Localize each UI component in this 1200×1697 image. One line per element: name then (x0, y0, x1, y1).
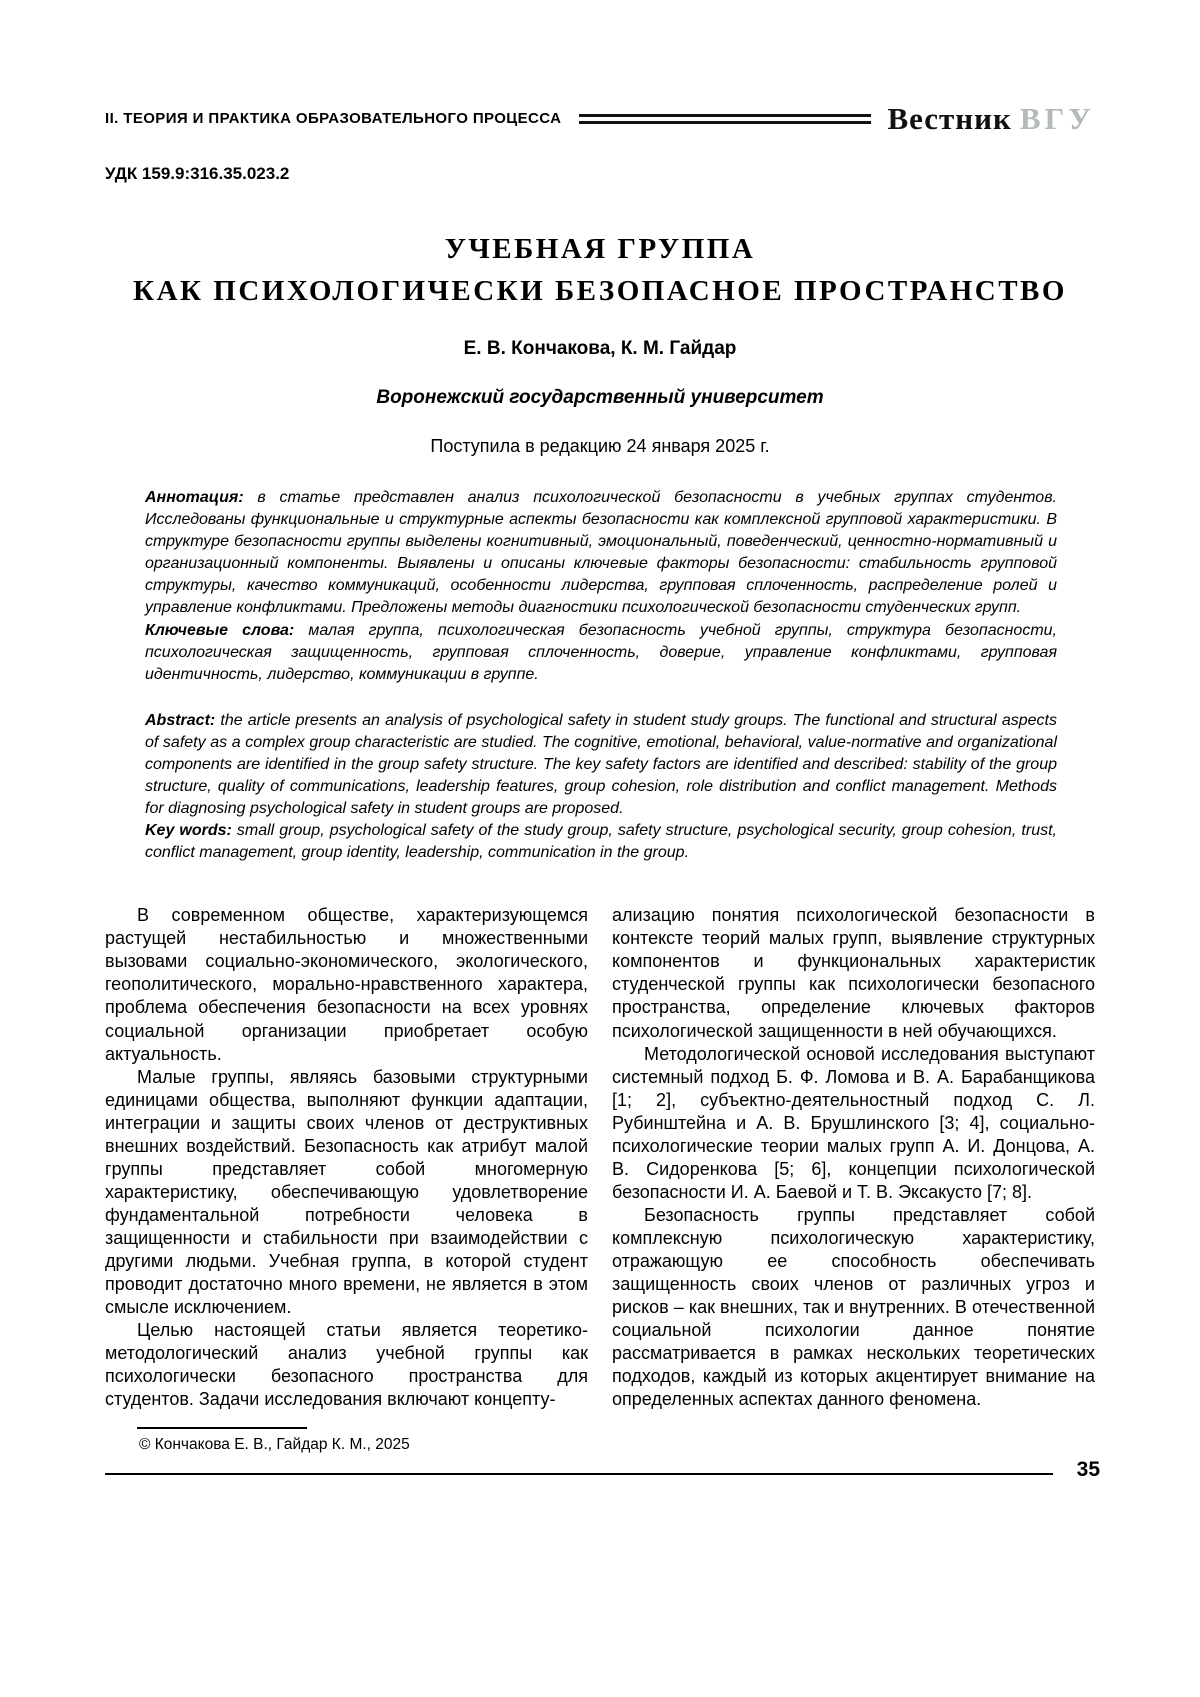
journal-logo-name: Вестник (887, 101, 1012, 136)
body-paragraph: Безопасность группы представляет собой комплексную психологическую характеристику, отражающую ее способность обеспечивать защищенность своих членов от различных угроз и рисков – как внешних, так и внутренних. В отечественной социальной психологии данное понятие рассматривается в рамках нескольких теоретических подходов, каждый из которых акцентирует внимание на определенных аспектах данного феномена. (612, 1204, 1095, 1409)
key-words-text: small group, psychological safety of the study group, safety structure, psychological security, group cohesion, trust, conflict management, group identity, leadership, communication in the group. (145, 822, 1057, 862)
page-footer (105, 1458, 1100, 1482)
body-paragraph: Целью настоящей статьи является теоретико-методологический анализ учебной группы как психологически безопасного пространства для студентов. Задачи исследования включают концепту- (105, 1319, 588, 1409)
authors: Е. В. Кончакова, К. М. Гайдар (463, 338, 737, 360)
annotation-paragraph (145, 487, 1057, 619)
header-divider-rule (579, 114, 871, 124)
article-title-line1: УЧЕБНАЯ ГРУППА (444, 233, 756, 265)
footnote-copyright: © Кончакова Е. В., Гайдар К. М., 2025 (139, 1436, 410, 1454)
key-words-paragraph (145, 820, 1057, 864)
body-paragraph: ализацию понятия психологической безопасности в контексте теорий малых групп, выявление структурных компонентов и функциональных характеристик студенческой группы как психологически безопасного пространства, определение ключевых факторов психологической защищенности в ней обучающихся. (612, 905, 1095, 1041)
section-title: II. ТЕОРИЯ И ПРАКТИКА ОБРАЗОВАТЕЛЬНОГО ПРОЦЕССА (105, 110, 562, 127)
journal-logo-abbr: ВГУ (1019, 101, 1095, 136)
page-number: 35 (1076, 1458, 1100, 1481)
journal-logo (887, 103, 1095, 134)
left-column (105, 904, 588, 1455)
right-column (612, 904, 1095, 1455)
footer-rule (105, 1473, 1053, 1475)
keywords-label: Ключевые слова: (145, 621, 295, 639)
article-title (105, 228, 1095, 312)
annotation-text: в статье представлен анализ психологической безопасности в учебных группах студентов. Исследованы функциональные и структурные аспекты безопасности как комплексной групповой характеристики. В структуре безопасности группы выделены когнитивный, эмоциональный, поведенческий, ценностно-нормативный и организационный компоненты. Выявлены и описаны ключевые факторы безопасности: стабильность групповой структуры, качество коммуникаций, особенности лидерства, групповая сплоченность, распределение ролей и управление конфликтами. Предложены методы диагностики психологической безопасности студенческих групп. (145, 489, 1057, 617)
footnote-rule (137, 1427, 307, 1429)
abstract-label: Abstract: (145, 711, 216, 729)
page-header (105, 103, 1095, 134)
body-columns (105, 904, 1095, 1455)
annotation-label: Аннотация: (145, 489, 244, 507)
udc-code: УДК 159.9:316.35.023.2 (105, 164, 290, 183)
article-title-line2: КАК ПСИХОЛОГИЧЕСКИ БЕЗОПАСНОЕ ПРОСТРАНСТВО (133, 275, 1067, 308)
body-paragraph: Малые группы, являясь базовыми структурными единицами общества, выполняют функции адаптации, интеграции и защиты своих членов от деструктивных внешних воздействий. Безопасность как атрибут малой группы представляет собой многомерную характеристику, обеспечивающую удовлетворение фундаментальной потребности человека в защищенности и стабильности при взаимодействии с другими людьми. Учебная группа, в которой студент проводит достаточно много времени, не является в этом смысле исключением. (105, 1066, 588, 1317)
body-paragraph: В современном обществе, характеризующемся растущей нестабильностью и множественными вызовами социально-экономического, экологического, геополитического, морально-нравственного характера, проблема обеспечения безопасности на всех уровнях социальной организации приобретает особую актуальность. (105, 905, 588, 1064)
received-date: Поступила в редакцию 24 января 2025 г. (430, 436, 770, 457)
abstract-text: the article presents an analysis of psychological safety in student study groups. The functional and structural aspects of safety as a complex group characteristic are studied. The cognitive, emotional, behavioral, value-normative and organizational components are identified in the group safety structure. The key safety factors are identified and described: stability of the group structure, quality of communications, leadership features, group cohesion, role distribution and conflict management. Methods for diagnosing psychological safety in student groups are proposed. (145, 711, 1057, 818)
footnote (105, 1427, 588, 1455)
affiliation: Воронежский государственный университет (376, 387, 824, 409)
body-paragraph: Методологической основой исследования выступают системный подход Б. Ф. Ломова и В. А. Барабанщикова [1; 2], субъектно-деятельностный подход С. Л. Рубинштейна и А. В. Брушлинского [3; 4], социально-психологические теории малых групп А. И. Донцова, А. В. Сидоренкова [5; 6], концепции психологической безопасности И. А. Баевой и Т. В. Эксакусто [7; 8]. (612, 1043, 1095, 1202)
key-words-label: Key words: (145, 822, 232, 840)
abstracts-block (145, 487, 1057, 864)
abstract-paragraph (145, 710, 1057, 820)
keywords-paragraph (145, 620, 1057, 686)
keywords-text: малая группа, психологическая безопасность учебной группы, структура безопасности, психологическая защищенность, групповая сплоченность, доверие, управление конфликтами, групповая идентичность, лидерство, коммуникации в группе. (145, 621, 1058, 683)
